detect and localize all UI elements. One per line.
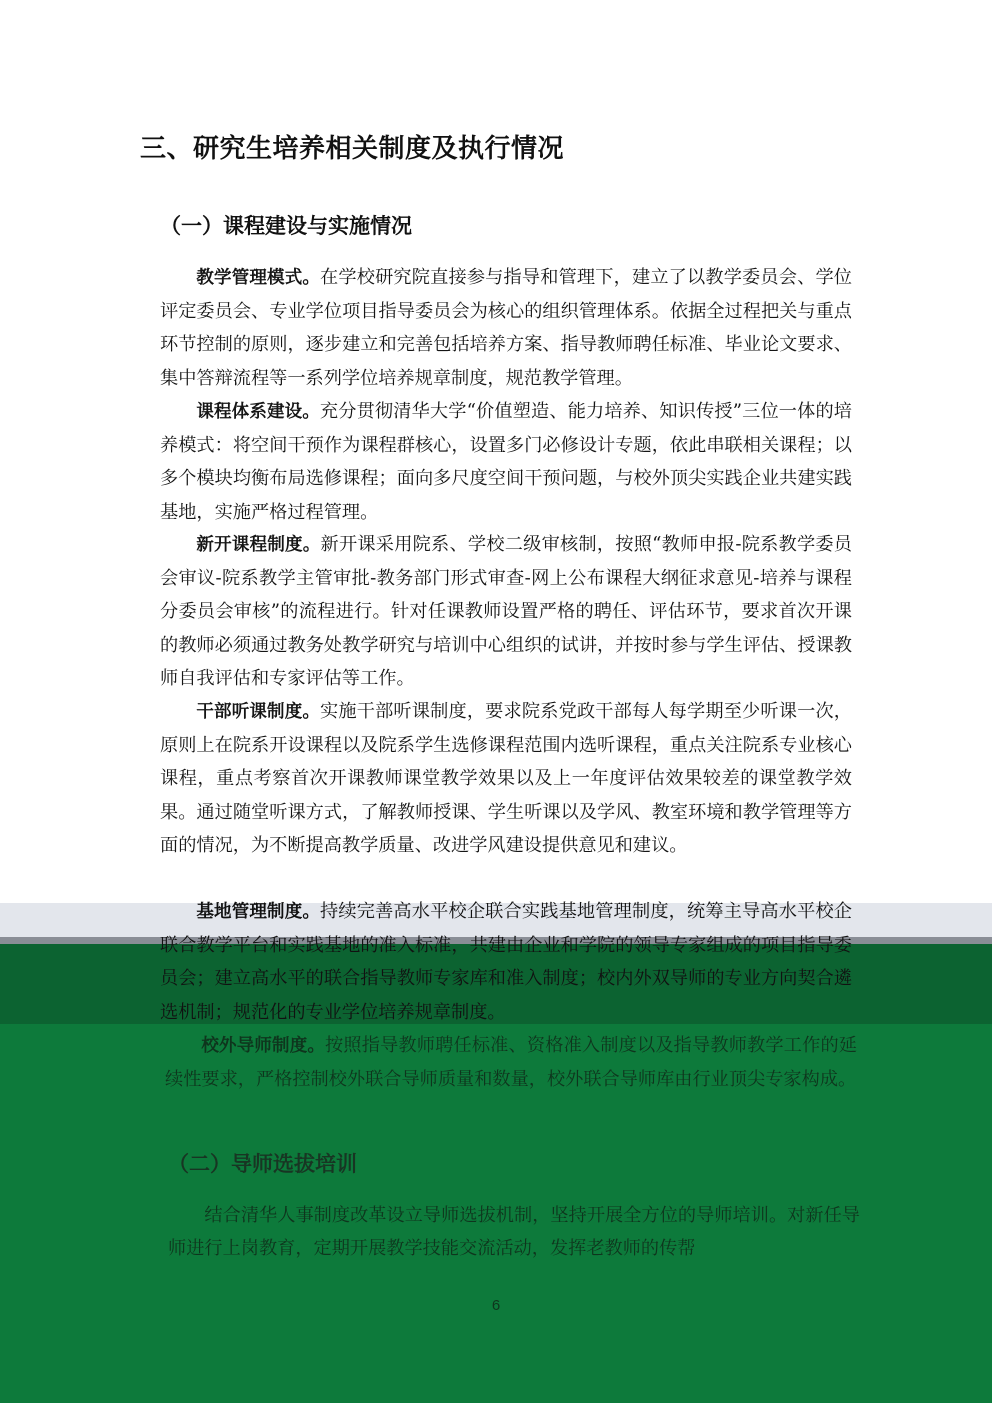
paragraph-text: 实施干部听课制度，要求院系党政干部每人每学期至少听课一次，原则上在院系开设课程以及院系学生选修课程范围内选听课程，重点关注院系专业核心课程，重点考察首次开课教师课堂教学效果以及上一年度评估效果较差的课堂教学效果。通过随堂听课方式，了解教师授课、学生听课以及学风、教室环境和教学管理等方面的情况，为不断提高教学质量、改进学风建设提供意见和建议。 [160, 701, 852, 856]
paragraph-lead: 干部听课制度。 [196, 702, 321, 722]
paragraph-lead: 新开课程制度。 [196, 535, 321, 555]
paragraph-teaching-management [160, 261, 852, 395]
paragraph-lead: 基地管理制度。 [196, 902, 321, 922]
paragraph-text: 新开课采用院系、学校二级审核制，按照“教师申报-院系教学委员会审议-院系教学主管审批-教务部门形式审查-网上公布课程大纲征求意见-培养与课程分委员会审核”的流程进行。针对任课教师设置严格的聘任、评估环节，要求首次开课的教师必须通过教务处教学研究与培训中心组织的试讲，并按时参与学生评估、授课教师自我评估和专家评估等工作。 [160, 534, 852, 689]
paragraph-text: 充分贯彻清华大学“价值塑造、能力培养、知识传授”三位一体的培养模式：将空间干预作为课程群核心，设置多门必修设计专题，依此串联相关课程；以多个模块均衡布局选修课程；面向多尺度空间干预问题，与校外顶尖实践企业共建实践基地，实施严格过程管理。 [160, 401, 852, 523]
paragraph-text: 持续完善高水平校企联合实践基地管理制度，统筹主导高水平校企联合教学平台和实践基地的准入标准，共建由企业和学院的领导专家组成的项目指导委员会；建立高水平的联合指导教师专家库和准入制度；校内外双导师的专业方向契合遴选机制；规范化的专业学位培养规章制度。 [160, 901, 852, 1023]
paragraph-text: 按照指导教师聘任标准、资格准入制度以及指导教师教学工作的延续性要求，严格控制校外联合导师质量和数量，校外联合导师库由行业顶尖专家构成。 [165, 1035, 857, 1091]
paragraph-curriculum-system [160, 395, 852, 529]
paragraph-lead: 校外导师制度。 [201, 1036, 326, 1056]
subsection-heading-2: （二）导师选拔培训 [168, 1152, 357, 1176]
paragraph-base-management [160, 895, 852, 1029]
paragraph-cadre-lecture [160, 695, 852, 862]
paragraph-advisor-training: 结合清华人事制度改革设立导师选拔机制，坚持开展全方位的导师培训。对新任导师进行上岗教育，定期开展教学技能交流活动，发挥老教师的传帮 [168, 1205, 860, 1260]
paragraph-text: 在学校研究院直接参与指导和管理下，建立了以教学委员会、学位评定委员会、专业学位项目指导委员会为核心的组织管理体系。依据全过程把关与重点环节控制的原则，逐步建立和完善包括培养方案、指导教师聘任标准、毕业论文要求、集中答辩流程等一系列学位培养规章制度，规范教学管理。 [160, 267, 852, 389]
paragraph-lead: 课程体系建设。 [196, 402, 320, 422]
paragraph-lead: 教学管理模式。 [196, 268, 321, 288]
section-heading: 三、研究生培养相关制度及执行情况 [140, 134, 565, 164]
paragraph-new-course [160, 528, 852, 695]
subsection-heading-1: （一）课程建设与实施情况 [160, 214, 412, 238]
paragraph-external-advisor [165, 1029, 857, 1096]
page-number: 6 [491, 1297, 501, 1314]
